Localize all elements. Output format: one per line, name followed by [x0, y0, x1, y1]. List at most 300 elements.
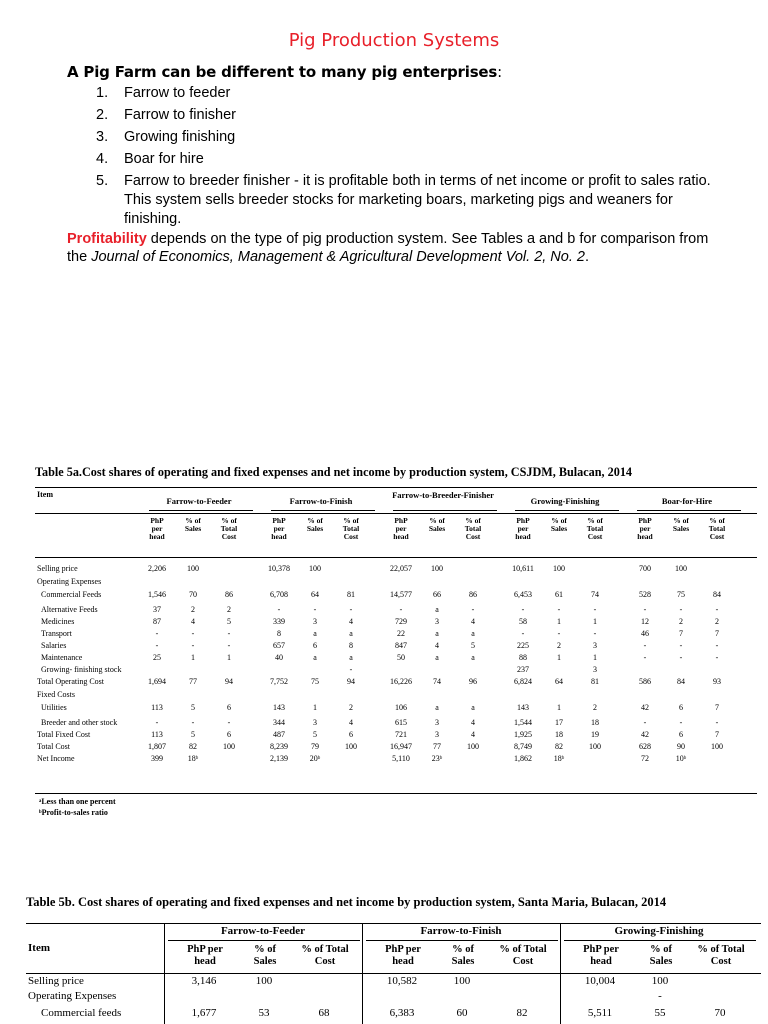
table-cell: 1	[227, 653, 231, 662]
table-cell: 3	[435, 617, 439, 626]
table-cell: -	[349, 665, 353, 674]
table-cell: 586	[639, 677, 651, 686]
table-cell: -	[521, 629, 525, 638]
subheader-word: % of	[465, 516, 481, 525]
subheader-word: head	[590, 956, 612, 967]
column-subheader	[699, 517, 735, 541]
table-cell: 1	[593, 653, 597, 662]
subheader-word: Cost	[710, 956, 732, 967]
table-cell: 3,146	[191, 975, 217, 987]
table-cell: 46	[641, 629, 649, 638]
table-cell: 237	[517, 665, 529, 674]
table-cell: 20ᵇ	[309, 754, 321, 763]
table-cell: 10ᵇ	[675, 754, 687, 763]
table-cell: 100	[553, 564, 565, 573]
table-cell: 10,582	[386, 975, 418, 987]
table-cell: 84	[677, 677, 685, 686]
table-row	[35, 629, 757, 641]
table-rule	[35, 513, 757, 514]
table-cell: 3	[593, 641, 597, 650]
table-cell: 72	[641, 754, 649, 763]
table-cell: 4	[471, 617, 475, 626]
table-cell: 82	[555, 742, 563, 751]
table-5b-caption: Table 5b. Cost shares of operating and fixed expenses and net income by production system, Santa Maria, Bulacan, 2014	[26, 895, 667, 909]
subheader-word: Cost	[512, 956, 534, 967]
table-cell: 1,862	[514, 754, 532, 763]
subheader-word: Cost	[465, 532, 481, 541]
subheader-word: % of	[254, 944, 276, 955]
table-cell: 64	[555, 677, 563, 686]
table-cell: 4	[471, 718, 475, 727]
column-subheader	[211, 517, 247, 541]
page-title: Pig Production Systems	[288, 30, 500, 51]
table-cell: 1	[557, 617, 561, 626]
column-group-header: Farrow-to-Breeder-Finisher	[392, 490, 494, 500]
row-label: Total Fixed Cost	[37, 730, 91, 739]
row-label: Operating Expenses	[28, 990, 117, 1002]
table-cell: 143	[517, 703, 529, 712]
table-cell: 2	[557, 641, 561, 650]
table-cell: 6,453	[514, 590, 532, 599]
column-group-header: Farrow-to-Finish	[420, 925, 502, 937]
subheader-word: Sales	[649, 956, 673, 967]
table-cell: 100	[675, 564, 687, 573]
table-cell: 2,139	[270, 754, 288, 763]
table-cell: 2	[593, 703, 597, 712]
table-cell: 10,378	[268, 564, 290, 573]
table-cell: 615	[395, 718, 407, 727]
table-cell: a	[471, 629, 475, 638]
table-cell: 84	[713, 590, 721, 599]
subheader-word: Sales	[672, 524, 690, 533]
column-subheader	[455, 517, 491, 541]
table-row	[35, 730, 757, 742]
table-cell: 58	[519, 617, 527, 626]
column-subheader	[174, 944, 236, 968]
table-footnote: ᵇProfit-to-sales ratio	[39, 808, 108, 817]
table-cell: -	[155, 641, 159, 650]
table-cell: a	[349, 629, 353, 638]
table-cell: 528	[639, 590, 651, 599]
subheader-word: Total	[464, 524, 482, 533]
table-cell: 88	[519, 653, 527, 662]
table-cell: 6,383	[389, 1007, 415, 1019]
table-cell: 100	[711, 742, 723, 751]
table-cell: 17	[555, 718, 563, 727]
table-cell: 1,925	[514, 730, 532, 739]
table-cell: 1,807	[148, 742, 166, 751]
table-cell: 96	[469, 677, 477, 686]
table-cell: 339	[273, 617, 285, 626]
table-cell: a	[313, 629, 317, 638]
table-cell: -	[399, 605, 403, 614]
group-underline	[271, 510, 375, 511]
subheader-word: per	[151, 524, 163, 533]
table-cell: 4	[435, 641, 439, 650]
table-cell: 2	[227, 605, 231, 614]
table-row	[26, 990, 761, 1005]
subheader-word: % of	[343, 516, 359, 525]
subheader-word: head	[515, 532, 531, 541]
table-cell: -	[155, 718, 159, 727]
table-cell: 5	[191, 703, 195, 712]
table-cell: 344	[273, 718, 285, 727]
table-cell: -	[557, 605, 561, 614]
table-cell: 729	[395, 617, 407, 626]
table-cell: 79	[311, 742, 319, 751]
table-cell: -	[227, 629, 231, 638]
list-text: Farrow to finisher	[124, 107, 237, 123]
table-cell: 22	[397, 629, 405, 638]
subheader-word: PhP	[272, 516, 286, 525]
table-cell: 86	[469, 590, 477, 599]
column-subheader	[139, 517, 175, 541]
column-subheader	[432, 944, 494, 968]
table-cell: 87	[153, 617, 161, 626]
table-row	[35, 718, 757, 730]
subheader-word: % of	[307, 516, 323, 525]
table-cell: 100	[255, 975, 273, 987]
table-cell: 1,546	[148, 590, 166, 599]
column-subheader	[333, 517, 369, 541]
table-5a	[35, 465, 757, 825]
subheader-word: PhP per	[583, 944, 619, 955]
table-cell: 6	[313, 641, 317, 650]
table-cell: 7	[715, 629, 719, 638]
table-cell: 74	[591, 590, 599, 599]
list-item	[96, 172, 716, 229]
table-cell: 6	[679, 703, 683, 712]
subheader-word: % of Total	[499, 944, 547, 955]
subheader-word: Sales	[451, 956, 475, 967]
table-cell: 18	[591, 718, 599, 727]
table-cell: 81	[591, 677, 599, 686]
table-cell: 42	[641, 703, 649, 712]
subheader-word: head	[149, 532, 165, 541]
table-cell: 100	[223, 742, 235, 751]
table-cell: 94	[225, 677, 233, 686]
table-cell: 1,677	[191, 1007, 217, 1019]
column-subheader	[492, 944, 554, 968]
subheader-word: per	[517, 524, 529, 533]
table-cell: a	[471, 653, 475, 662]
table-cell: 77	[189, 677, 197, 686]
subheader-word: PhP	[638, 516, 652, 525]
list-number: 1.	[96, 85, 109, 101]
list-item	[96, 150, 716, 169]
table-cell: a	[435, 605, 439, 614]
table-cell: 100	[589, 742, 601, 751]
group-underline	[564, 940, 756, 941]
list-item	[96, 84, 716, 103]
column-subheader	[577, 517, 613, 541]
column-subheader	[570, 944, 632, 968]
table-cell: 25	[153, 653, 161, 662]
table-cell: 7	[715, 703, 719, 712]
row-label: Maintenance	[41, 653, 83, 662]
table-5b	[26, 895, 766, 1024]
subheader-word: Sales	[428, 524, 446, 533]
subheader-word: % of	[650, 944, 672, 955]
table-cell: -	[593, 605, 597, 614]
column-subheader	[663, 517, 699, 533]
table-cell: a	[313, 653, 317, 662]
list-number: 4.	[96, 151, 109, 167]
table-cell: 7,752	[270, 677, 288, 686]
subheader-word: PhP	[150, 516, 164, 525]
item-header: Item	[37, 490, 53, 499]
table-cell: -	[155, 629, 159, 638]
table-cell: 10,611	[512, 564, 534, 573]
subheader-word: % of	[221, 516, 237, 525]
row-label: Utilities	[41, 703, 67, 712]
table-cell: -	[715, 653, 719, 662]
table-cell: 700	[639, 564, 651, 573]
table-cell: 50	[397, 653, 405, 662]
subheader-word: % of	[185, 516, 201, 525]
table-cell: 42	[641, 730, 649, 739]
table-cell: 100	[309, 564, 321, 573]
table-rule	[26, 973, 761, 974]
table-cell: 6	[227, 730, 231, 739]
table-cell: -	[679, 641, 683, 650]
table-cell: 3	[435, 730, 439, 739]
row-label: Total Cost	[37, 742, 70, 751]
table-cell: -	[191, 629, 195, 638]
table-cell: 1,694	[148, 677, 166, 686]
table-cell: 68	[318, 1007, 330, 1019]
table-cell: 16,226	[390, 677, 412, 686]
row-label: Selling price	[37, 564, 78, 573]
table-cell: 1	[313, 703, 317, 712]
subheader-word: Cost	[343, 532, 359, 541]
row-label: Breeder and other stock	[41, 718, 118, 727]
subheader-word: head	[637, 532, 653, 541]
table-cell: 74	[433, 677, 441, 686]
table-cell: 23ᵇ	[431, 754, 443, 763]
table-cell: 12	[641, 617, 649, 626]
subheader-word: Cost	[587, 532, 603, 541]
list-item	[96, 106, 716, 125]
table-cell: 106	[395, 703, 407, 712]
column-subheader	[294, 944, 356, 968]
table-cell: 10,004	[584, 975, 616, 987]
group-underline	[149, 510, 253, 511]
table-cell: -	[643, 653, 647, 662]
table-row	[35, 677, 757, 690]
table-cell: 628	[639, 742, 651, 751]
subheader-word: % of	[673, 516, 689, 525]
table-row	[35, 690, 757, 703]
table-row	[35, 605, 757, 617]
column-subheader	[419, 517, 455, 533]
table-cell: a	[435, 629, 439, 638]
table-cell: 1	[557, 703, 561, 712]
table-cell: 113	[151, 703, 163, 712]
row-label: Salaries	[41, 641, 67, 650]
column-group-header: Farrow-to-Feeder	[166, 496, 232, 506]
subheader-word: PhP	[394, 516, 408, 525]
table-cell: -	[521, 605, 525, 614]
row-label: Fixed Costs	[37, 690, 76, 699]
table-cell: 16,947	[390, 742, 412, 751]
table-cell: -	[191, 718, 195, 727]
column-subheader	[690, 944, 752, 968]
table-cell: 8	[277, 629, 281, 638]
table-row	[26, 975, 761, 990]
table-cell: 6	[349, 730, 353, 739]
column-subheader	[541, 517, 577, 533]
subheader-word: % of	[587, 516, 603, 525]
table-cell: 4	[349, 617, 353, 626]
table-cell: 4	[349, 718, 353, 727]
column-subheader	[261, 517, 297, 541]
list-number: 5.	[96, 173, 109, 189]
table-cell: 19	[591, 730, 599, 739]
table-cell: 64	[311, 590, 319, 599]
subheader-word: per	[273, 524, 285, 533]
table-cell: 3	[313, 718, 317, 727]
table-cell: -	[679, 653, 683, 662]
table-cell: 90	[677, 742, 685, 751]
table-5a-caption: Table 5a.Cost shares of operating and fixed expenses and net income by production system, CSJDM, Bulacan, 2014	[35, 465, 633, 479]
table-cell: 37	[153, 605, 161, 614]
column-subheader	[234, 944, 296, 968]
table-cell: 5	[471, 641, 475, 650]
table-cell: 7	[679, 629, 683, 638]
table-row	[35, 653, 757, 665]
enterprise-list	[96, 84, 716, 232]
table-cell: -	[557, 629, 561, 638]
profitability-keyword: Profitability	[67, 231, 147, 247]
list-text: Farrow to feeder	[124, 85, 231, 101]
table-cell: 4	[471, 730, 475, 739]
table-cell: 14,577	[390, 590, 412, 599]
table-cell: 22,057	[390, 564, 412, 573]
subheader-word: Total	[708, 524, 726, 533]
list-text: Growing finishing	[124, 129, 236, 145]
subheader-word: % of Total	[301, 944, 349, 955]
table-rule	[26, 923, 761, 924]
group-underline	[515, 510, 619, 511]
table-cell: 100	[453, 975, 471, 987]
column-subheader	[383, 517, 419, 541]
table-row	[35, 577, 757, 590]
table-cell: -	[658, 990, 662, 1002]
subheader-word: PhP per	[187, 944, 223, 955]
table-row	[35, 641, 757, 653]
subheader-word: % of Total	[697, 944, 745, 955]
table-cell: 847	[395, 641, 407, 650]
subheader-word: Sales	[306, 524, 324, 533]
subheader-word: Sales	[253, 956, 277, 967]
table-cell: 3	[313, 617, 317, 626]
table-cell: 100	[187, 564, 199, 573]
list-number: 2.	[96, 107, 109, 123]
table-cell: 5	[313, 730, 317, 739]
table-cell: -	[313, 605, 317, 614]
column-subheader	[175, 517, 211, 533]
table-cell: a	[471, 703, 475, 712]
list-number: 3.	[96, 129, 109, 145]
journal-citation: Journal of Economics, Management & Agricultural Development Vol. 2, No. 2	[91, 249, 585, 265]
table-cell: 721	[395, 730, 407, 739]
subheader-word: PhP per	[385, 944, 421, 955]
table-cell: 70	[714, 1007, 726, 1019]
subheader-word: Total	[342, 524, 360, 533]
table-cell: -	[277, 605, 281, 614]
list-text: Farrow to breeder finisher - it is profitable both in terms of net income or profit to sales ratio. This system sells breeder stocks for marketing boars, marketing pigs and weaners for finishing.	[124, 173, 711, 227]
table-row	[35, 754, 757, 766]
table-cell: -	[715, 605, 719, 614]
table-cell: a	[435, 703, 439, 712]
table-cell: -	[593, 629, 597, 638]
subheader-word: PhP	[516, 516, 530, 525]
table-rule	[35, 557, 757, 558]
group-underline	[366, 940, 558, 941]
table-cell: 77	[433, 742, 441, 751]
profitability-paragraph: Profitability depends on the type of pig production system. See Tables a and b for comparison from the Journal of Economics, Management & Agricultural Development Vol. 2, No. 2.	[67, 231, 709, 265]
table-cell: 657	[273, 641, 285, 650]
table-cell: 5	[227, 617, 231, 626]
table-cell: 3	[435, 718, 439, 727]
table-cell: 113	[151, 730, 163, 739]
subheader-word: head	[194, 956, 216, 967]
table-cell: 53	[258, 1007, 270, 1019]
table-cell: 1	[593, 617, 597, 626]
table-cell: 18ᵇ	[553, 754, 565, 763]
row-label: Transport	[41, 629, 72, 638]
table-cell: 100	[431, 564, 443, 573]
table-cell: 94	[347, 677, 355, 686]
table-cell: 93	[713, 677, 721, 686]
table-cell: 225	[517, 641, 529, 650]
intro-heading: A Pig Farm can be different to many pig enterprises:	[67, 63, 502, 81]
subheader-word: Total	[586, 524, 604, 533]
list-item	[96, 128, 716, 147]
table-cell: 18ᵇ	[187, 754, 199, 763]
table-cell: -	[643, 718, 647, 727]
table-cell: 40	[275, 653, 283, 662]
table-cell: -	[227, 641, 231, 650]
table-row	[35, 665, 757, 677]
table-cell: 8,749	[514, 742, 532, 751]
table-cell: 6,824	[514, 677, 532, 686]
table-cell: -	[227, 718, 231, 727]
table-cell: a	[349, 653, 353, 662]
column-group-header: Farrow-to-Finish	[289, 496, 353, 506]
column-subheader	[297, 517, 333, 533]
table-cell: -	[471, 605, 475, 614]
subheader-word: head	[393, 532, 409, 541]
table-cell: 100	[345, 742, 357, 751]
table-cell: 100	[467, 742, 479, 751]
table-cell: 2	[191, 605, 195, 614]
table-cell: 7	[715, 730, 719, 739]
group-underline	[168, 940, 360, 941]
column-subheader	[627, 517, 663, 541]
column-subheader	[630, 944, 692, 968]
table-cell: 70	[189, 590, 197, 599]
table-cell: 2	[679, 617, 683, 626]
subheader-word: Total	[220, 524, 238, 533]
subheader-word: Sales	[184, 524, 202, 533]
column-group-header: Growing-Finishing	[614, 925, 704, 937]
subheader-word: head	[271, 532, 287, 541]
row-label: Operating Expenses	[37, 577, 102, 586]
subheader-word: per	[639, 524, 651, 533]
table-cell: 18	[555, 730, 563, 739]
